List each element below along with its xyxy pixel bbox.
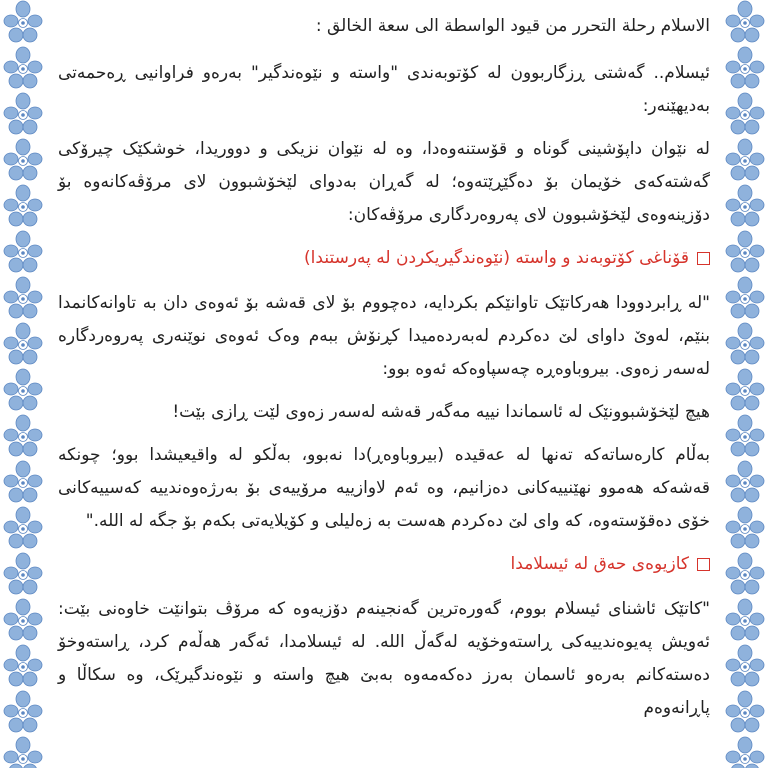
story-paragraph: لە نێوان داپۆشینی گوناه و قۆستنەوەدا، وە لە نێوان نزیکی و دووریدا، خوشکێک چیرۆکی گەشتەکەی خۆیمان بۆ دەگێڕێتەوە؛ لە گەڕان بەدوای لێخۆشبوون لای مرۆڤەکانەوە بۆ دۆزینەوەی لێخۆشبوون لای پەروەردگاری مرۆڤەکان: bbox=[58, 139, 710, 225]
flower-ornament-icon bbox=[3, 598, 43, 644]
flower-ornament-icon bbox=[725, 644, 765, 690]
flower-ornament-icon bbox=[725, 552, 765, 598]
flower-ornament-icon bbox=[3, 506, 43, 552]
quote-paragraph-2: هیچ لێخۆشبوونێک لە ئاسماندا نییە مەگەر قەشە لەسەر زەوی لێت ڕازی بێت! bbox=[172, 402, 710, 422]
section-heading-2-text: کازیوەی حەق لە ئیسلامدا bbox=[510, 554, 689, 574]
section-heading-1 bbox=[58, 242, 710, 275]
flower-ornament-icon bbox=[3, 276, 43, 322]
flower-ornament-icon bbox=[3, 368, 43, 414]
flower-ornament-icon bbox=[3, 0, 43, 46]
flower-ornament-icon bbox=[3, 460, 43, 506]
flower-ornament-icon bbox=[725, 414, 765, 460]
flower-ornament-icon bbox=[725, 138, 765, 184]
flower-ornament-icon bbox=[3, 690, 43, 736]
flower-ornament-icon bbox=[3, 92, 43, 138]
document-title: الاسلام رحلة التحرر من قيود الواسطة الى سعة الخالق : bbox=[315, 16, 710, 36]
quote-paragraph-1: "لە ڕابردوودا هەرکاتێک تاوانێکم بکردایە، دەچووم بۆ لای قەشە بۆ ئەوەی دان بە تاوانەکانمدا بنێم، لەوێ داوای لێ دەکردم لەبەردەمیدا کڕنۆش ببەم وەک ئەوەی نوێنەری پەروەردگارە لەسەر زەوی. بیروباوەڕە چەسپاوەکە ئەوە بوو: bbox=[58, 293, 710, 379]
empty-square-icon bbox=[697, 252, 710, 265]
empty-square-icon bbox=[697, 558, 710, 571]
left-decorative-border bbox=[0, 0, 46, 768]
flower-ornament-icon bbox=[725, 460, 765, 506]
flower-ornament-icon bbox=[3, 552, 43, 598]
flower-ornament-icon bbox=[725, 276, 765, 322]
quote-paragraph-3: بەڵام کارەساتەکە تەنها لە عەقیدە (بیروباوەڕ)دا نەبوو، بەڵکو لە واقیعیشدا بوو؛ چونکە قەشەکە هەموو نهێنییەکانی دەزانیم، وە ئەم لاوازییە مرۆییەی بۆ بەرژەوەندییە کەسییەکانی خۆی دەقۆستەوە، کە وای لێ دەکردم هەست بە زەلیلی و کۆیلایەتی بکەم بۆ جگە لە الله." bbox=[58, 445, 710, 531]
flower-ornament-icon bbox=[3, 414, 43, 460]
flower-ornament-icon bbox=[725, 184, 765, 230]
flower-ornament-icon bbox=[3, 138, 43, 184]
intro-paragraph: ئیسلام.. گەشتی ڕزگاربوون لە کۆتوبەندی "واستە و نێوەندگیر" بەرەو فراوانیی ڕەحمەتی بەدیهێنەر: bbox=[58, 63, 710, 116]
flower-ornament-icon bbox=[725, 46, 765, 92]
flower-ornament-icon bbox=[725, 736, 765, 768]
flower-ornament-icon bbox=[3, 736, 43, 768]
flower-ornament-icon bbox=[3, 184, 43, 230]
right-decorative-border bbox=[722, 0, 768, 768]
quote-paragraph-4: "کاتێک ئاشنای ئیسلام بووم، گەورەترین گەنجینەم دۆزیەوە کە مرۆڤ بتوانێت خاوەنی بێت: ئەویش پەیوەندییەکی ڕاستەوخۆیە لەگەڵ الله. لە ئیسلامدا، ئەگەر هەڵەم کرد، ڕاستەوخۆ دەستەکانم بەرەو ئاسمان بەرز دەکەمەوە بەبێ هیچ واستە و نێوەندگیرێک، وە سکاڵا و پاڕانەوەم bbox=[58, 599, 710, 718]
flower-ornament-icon bbox=[3, 46, 43, 92]
flower-ornament-icon bbox=[3, 322, 43, 368]
section-heading-2 bbox=[58, 548, 710, 581]
flower-ornament-icon bbox=[725, 322, 765, 368]
flower-ornament-icon bbox=[725, 0, 765, 46]
flower-ornament-icon bbox=[725, 598, 765, 644]
document-page bbox=[58, 10, 710, 768]
section-heading-1-text: قۆناغی کۆتوبەند و واستە (نێوەندگیریکردن لە پەرستندا) bbox=[304, 248, 689, 268]
flower-ornament-icon bbox=[725, 690, 765, 736]
flower-ornament-icon bbox=[3, 644, 43, 690]
flower-ornament-icon bbox=[3, 230, 43, 276]
flower-ornament-icon bbox=[725, 230, 765, 276]
flower-ornament-icon bbox=[725, 506, 765, 552]
flower-ornament-icon bbox=[725, 368, 765, 414]
flower-ornament-icon bbox=[725, 92, 765, 138]
